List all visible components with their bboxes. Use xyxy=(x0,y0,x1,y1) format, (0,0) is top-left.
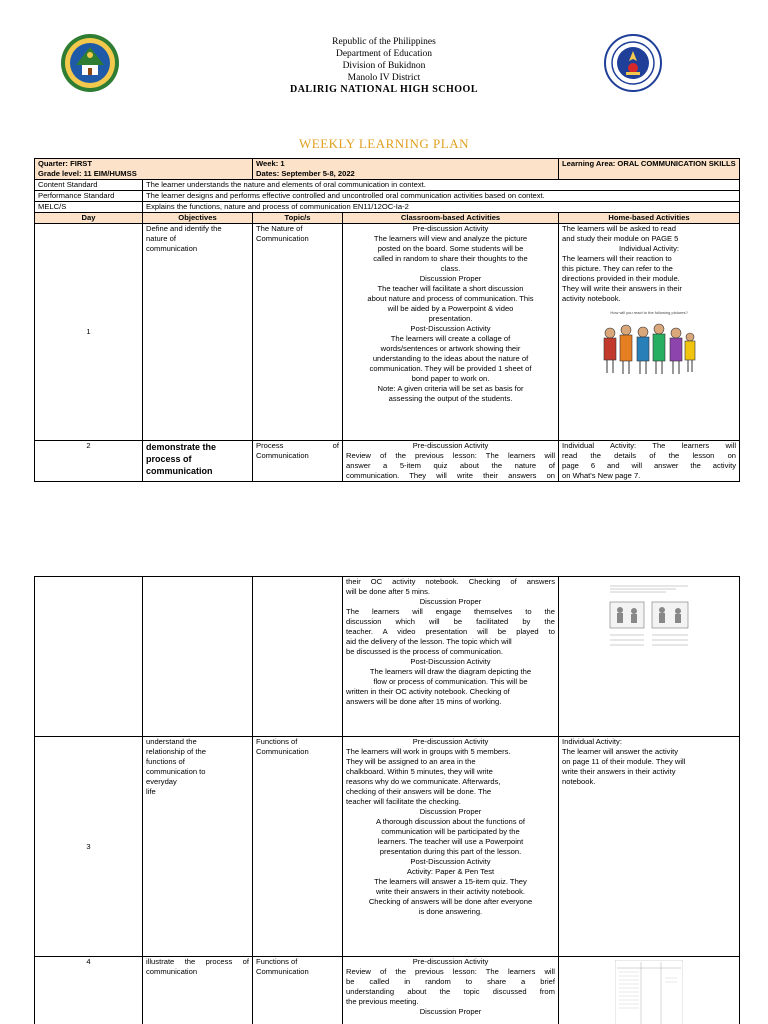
day-1-number: 1 xyxy=(35,224,143,441)
activity-line: written in their OC activity notebook. Checking of xyxy=(346,687,510,696)
learning-plan-table-continued xyxy=(34,576,740,1024)
day-2-home-activities xyxy=(559,441,740,482)
activity-line: will be aided by a Powerpoint & video xyxy=(387,304,514,313)
header-school-name: DALIRIG NATIONAL HIGH SCHOOL xyxy=(289,84,478,95)
activity-line: bond paper to work on. xyxy=(411,374,490,383)
home-line: on What's New page 7. xyxy=(562,471,641,480)
activity-line: flow or process of communication. This will be xyxy=(373,677,528,686)
topic-line: Communication xyxy=(256,451,309,460)
topic-line: Functions of xyxy=(256,737,298,746)
day-2-number-continued xyxy=(35,577,143,737)
col-header-day: Day xyxy=(35,213,143,224)
column-header-row xyxy=(35,213,740,224)
day-2-topic xyxy=(253,441,343,482)
worksheet-picture xyxy=(606,580,692,660)
activity-line: The learners will answer a 15-item quiz. They xyxy=(374,877,527,886)
objective-line: understand the xyxy=(146,737,197,746)
week-dates-cell xyxy=(253,159,559,180)
activity-line: Post-Discussion Activity xyxy=(410,324,491,333)
home-line: Individual Activity: xyxy=(562,737,622,746)
day-2-topic-continued xyxy=(253,577,343,737)
activity-line: aid the delivery of the lesson. The topic which will xyxy=(346,637,512,646)
activity-line: Activity: Paper & Pen Test xyxy=(406,867,495,876)
activity-line: write their answers in their activity notebook. xyxy=(376,887,525,896)
weekly-learning-plan-title: WEEKLY LEARNING PLAN xyxy=(299,136,469,151)
activity-line: understanding about the topic discussed from xyxy=(346,987,555,996)
activity-line: The teacher will facilitate a short discussion xyxy=(377,284,524,293)
activity-line: class. xyxy=(440,264,461,273)
learning-area-text: Learning Area: ORAL COMMUNICATION SKILLS xyxy=(562,159,736,168)
activity-line: Discussion Proper xyxy=(419,1007,482,1016)
day-2-classroom-activities-continued xyxy=(343,577,559,737)
day-4-topic xyxy=(253,957,343,1024)
objective-line: nature of xyxy=(146,234,176,243)
activity-line: Pre-discussion Activity xyxy=(412,224,489,233)
home-line: notebook. xyxy=(562,777,596,786)
activity-line: communication will be participated by the xyxy=(381,827,520,836)
melc-text: Explains the functions, nature and process of communication EN11/12OC-Ia-2 xyxy=(143,202,740,213)
activity-line: called in random to share their thoughts to the xyxy=(373,254,528,263)
activity-line: Post-Discussion Activity xyxy=(410,657,491,666)
header-division: Division of Bukidnon xyxy=(342,61,426,71)
activity-line: chalkboard. Within 5 minutes, they will write xyxy=(346,767,493,776)
day-2-home-activities-continued xyxy=(559,577,740,737)
home-line: and study their module on PAGE 5 xyxy=(562,234,679,243)
home-line: Individual Activity: The learners will xyxy=(562,441,737,450)
day-2-objective-continued xyxy=(143,577,253,737)
objective-line: communication xyxy=(146,967,198,976)
day-4-number: 4 xyxy=(35,957,143,1024)
activity-line: be called in random to share a brief xyxy=(346,977,555,986)
day-3-classroom-activities xyxy=(343,737,559,957)
page-gap xyxy=(0,540,768,576)
activity-line: is done answering. xyxy=(418,907,483,916)
topic-line: Process of xyxy=(256,441,340,450)
header-republic: Republic of the Philippines xyxy=(332,37,436,47)
day-2-classroom-activities xyxy=(343,441,559,482)
melc-label: MELC/S xyxy=(35,202,143,213)
header-district: Manolo IV District xyxy=(347,73,421,83)
day-4-row xyxy=(35,957,740,1024)
activity-line: Pre-discussion Activity xyxy=(412,441,489,450)
performance-standard-label: Performance Standard xyxy=(35,191,143,202)
activity-line: their OC activity notebook. Checking of answers xyxy=(346,577,555,586)
grade-level-text: Grade level: 11 EIM/HUMSS xyxy=(38,169,137,178)
topic-line: Communication xyxy=(256,747,309,756)
activity-line: A thorough discussion about the functions of xyxy=(375,817,526,826)
objective-line: illustrate the process of xyxy=(146,957,249,966)
activity-line: discussion which will be facilitated by the xyxy=(346,617,555,626)
topic-line: Communication xyxy=(256,234,309,243)
activity-line: The learners will work in groups with 5 members. xyxy=(346,747,511,756)
header-department: Department of Education xyxy=(335,49,433,59)
activity-line: The learners will engage themselves to the xyxy=(346,607,555,616)
activity-line: The learners will draw the diagram depicting the xyxy=(369,667,532,676)
week-text: Week: 1 xyxy=(256,159,285,168)
activity-line: Review of the previous lesson: The learners will xyxy=(346,451,556,460)
day-1-topic xyxy=(253,224,343,441)
home-line: Individual Activity: xyxy=(619,244,679,253)
dates-text: Dates: September 5-8, 2022 xyxy=(256,169,355,178)
activity-line: about nature and process of communication. This xyxy=(367,294,534,303)
activity-line: Discussion Proper xyxy=(419,807,482,816)
home-line: The learners will their reaction to xyxy=(562,254,672,263)
activity-line: checking of their answers will be done. The xyxy=(346,787,492,796)
melc-row xyxy=(35,202,740,213)
activity-line: Discussion Proper xyxy=(419,597,482,606)
activity-line: Pre-discussion Activity xyxy=(412,737,489,746)
topic-line: Communication xyxy=(256,967,309,976)
objective-line: communication to xyxy=(146,767,206,776)
col-header-objectives: Objectives xyxy=(143,213,253,224)
activity-line: teacher. A video presentation will be played to xyxy=(346,627,555,636)
day-1-classroom-activities xyxy=(343,224,559,441)
day-1-home-activities xyxy=(559,224,740,441)
performance-standard-text: The learner designs and performs effective controlled and uncontrolled oral communication activities based on context. xyxy=(143,191,740,202)
activity-line: teacher will facilitate the checking. xyxy=(346,797,461,806)
home-line: The learner will answer the activity xyxy=(562,747,679,756)
home-line: activity notebook. xyxy=(562,294,621,303)
performance-standard-row xyxy=(35,191,740,202)
home-line: this picture. They can refer to the xyxy=(562,264,673,273)
activity-line: communication. They will write their answers on xyxy=(346,471,556,480)
activity-line: presentation. xyxy=(428,314,473,323)
learning-area-cell xyxy=(559,159,740,180)
home-line: page 6 and will answer the activity xyxy=(562,461,737,470)
activity-line: understanding to the ideas about the nature of xyxy=(372,354,529,363)
day-2-number: 2 xyxy=(35,441,143,482)
content-standard-row xyxy=(35,180,740,191)
activity-line: will be done after 5 mins. xyxy=(346,587,430,596)
activity-line: The learners will create a collage of xyxy=(390,334,511,343)
activity-line: Discussion Proper xyxy=(419,274,482,283)
activity-line: words/sentences or artwork showing their xyxy=(380,344,521,353)
day-3-row xyxy=(35,737,740,957)
objective-line: life xyxy=(146,787,156,796)
activity-line: be discussed is the process of communication. xyxy=(346,647,504,656)
activity-line: answers will be done after 15 mins of working. xyxy=(346,697,502,706)
content-standard-label: Content Standard xyxy=(35,180,143,191)
day-3-objective xyxy=(143,737,253,957)
home-line: read the details of the lesson on xyxy=(562,451,737,460)
activity-line: the previous meeting. xyxy=(346,997,419,1006)
topic-line: Functions of xyxy=(256,957,298,966)
activity-line: learners. The teacher will use a Powerpoint xyxy=(377,837,524,846)
day-2-objective xyxy=(143,441,253,482)
objective-line: functions of xyxy=(146,757,185,766)
activity-line: assessing the output of the students. xyxy=(388,394,513,403)
activity-line: presentation during this part of the lesson. xyxy=(379,847,522,856)
activity-line: communication. They will be provided 1 sheet of xyxy=(369,364,532,373)
quarter-grade-cell xyxy=(35,159,253,180)
day-3-topic xyxy=(253,737,343,957)
objective-line: demonstrate the xyxy=(146,442,217,452)
activity-line: The learners will view and analyze the picture xyxy=(373,234,528,243)
activity-line: posted on the board. Some students will be xyxy=(377,244,524,253)
deped-seal-logo xyxy=(604,34,662,92)
objective-line: communication xyxy=(146,244,198,253)
home-line: They will write their answers in their xyxy=(562,284,682,293)
home-line: write their answers in their activity xyxy=(562,767,676,776)
col-header-topics: Topic/s xyxy=(253,213,343,224)
day-3-number: 3 xyxy=(35,737,143,957)
quarter-text: Quarter: FIRST xyxy=(38,159,93,168)
activity-line: answer a 5-item quiz about the nature of xyxy=(346,461,556,470)
topic-line: The Nature of xyxy=(256,224,303,233)
col-header-home: Home-based Activities xyxy=(559,213,740,224)
learning-plan-table xyxy=(34,158,740,482)
content-standard-text: The learner understands the nature and elements of oral communication in context. xyxy=(143,180,740,191)
objective-line: everyday xyxy=(146,777,177,786)
table-worksheet-picture xyxy=(615,960,683,1024)
day-4-home-activities xyxy=(559,957,740,1024)
objective-line: Define and identify the xyxy=(146,224,222,233)
day-2-row-part-1 xyxy=(35,441,740,482)
day-1-objective xyxy=(143,224,253,441)
col-header-classroom: Classroom-based Activities xyxy=(343,213,559,224)
day-2-row-part-2 xyxy=(35,577,740,737)
home-line: The learners will be asked to read xyxy=(562,224,676,233)
day-4-objective xyxy=(143,957,253,1024)
day-4-classroom-activities xyxy=(343,957,559,1024)
activity-line: Post-Discussion Activity xyxy=(410,857,491,866)
picture-caption: How will you react to the following pictures? xyxy=(610,310,688,315)
info-row xyxy=(35,159,740,180)
home-line: on page 11 of their module. They will xyxy=(562,757,686,766)
objective-line: relationship of the xyxy=(146,747,206,756)
students-group-picture xyxy=(596,319,702,377)
home-line: directions provided in their module. xyxy=(562,274,680,283)
day-3-home-activities xyxy=(559,737,740,957)
objective-line: communication xyxy=(146,466,213,476)
activity-line: They will be assigned to an area in the xyxy=(346,757,476,766)
activity-line: Note: A given criteria will be set as basis for xyxy=(377,384,524,393)
day-1-row xyxy=(35,224,740,441)
objective-line: process of xyxy=(146,454,192,464)
activity-line: Checking of answers will be done after everyone xyxy=(368,897,533,906)
activity-line: reasons why do we communicate. Afterwards, xyxy=(346,777,501,786)
activity-line: Pre-discussion Activity xyxy=(412,957,489,966)
activity-line: Review of the previous lesson: The learners will xyxy=(346,967,555,976)
